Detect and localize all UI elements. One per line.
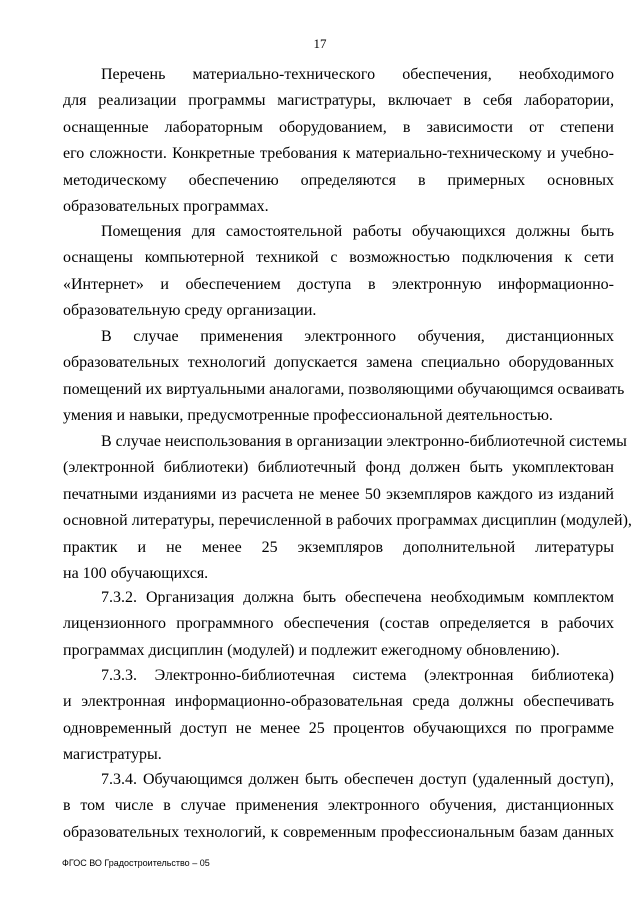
- text-line: «Интернет» и обеспечением доступа в электронную информационно-: [63, 275, 614, 293]
- text-line: образовательных технологий, к современным профессиональным базам данных: [63, 823, 614, 841]
- text-line: в том числе в случае применения электронного обучения, дистанционных: [63, 797, 614, 815]
- text-line: 7.3.3. Электронно-библиотечная система (электронная библиотека): [101, 667, 614, 684]
- paragraph-7-3-2: [63, 585, 614, 664]
- text-line: 7.3.4. Обучающимся должен быть обеспечен доступ (удаленный доступ),: [101, 771, 614, 788]
- paragraph-library-fund: [63, 429, 632, 587]
- text-line: умения и навыки, предусмотренные профессиональной деятельностью.: [63, 407, 553, 425]
- text-line: практик и не менее 25 экземпляров дополнительной литературы: [63, 538, 614, 556]
- text-line: одновременный доступ не менее 25 процентов обучающихся по программе: [63, 719, 614, 737]
- text-line: образовательную среду организации.: [63, 302, 317, 320]
- text-line: оснащенные лабораторным оборудованием, в зависимости от степени: [63, 118, 614, 136]
- text-line: 7.3.2. Организация должна быть обеспечена необходимым комплектом: [101, 589, 614, 606]
- text-line: печатными изданиями из расчета не менее 50 экземпляров каждого из изданий: [63, 485, 614, 503]
- text-line: его сложности. Конкретные требования к материально-техническому и учебно-: [63, 145, 614, 163]
- text-line: оснащены компьютерной техникой с возможностью подключения к сети: [63, 249, 614, 267]
- text-line: В случае применения электронного обучения, дистанционных: [101, 328, 614, 345]
- text-line: для реализации программы магистратуры, включает в себя лаборатории,: [63, 92, 614, 110]
- text-line: Помещения для самостоятельной работы обучающихся должны быть: [101, 223, 614, 240]
- paragraph-equipment-list: [63, 62, 614, 220]
- paragraph-e-learning: [63, 324, 625, 430]
- text-line: программах дисциплин (модулей) и подлежит ежегодному обновлению).: [63, 641, 560, 659]
- document-footer: ФГОС ВО Градостроительство – 05: [62, 858, 210, 868]
- text-line: и электронная информационно-образовательная среда должны обеспечивать: [63, 693, 614, 711]
- paragraph-self-study-rooms: [63, 219, 614, 325]
- text-line: (электронной библиотеки) библиотечный фонд должен быть укомплектован: [63, 459, 614, 477]
- text-line: Перечень материально-технического обеспечения, необходимого: [101, 66, 614, 83]
- page-number: 17: [313, 36, 327, 51]
- text-line: образовательных технологий допускается замена специально оборудованных: [63, 354, 614, 372]
- text-line: основной литературы, перечисленной в рабочих программах дисциплин (модулей),: [63, 512, 632, 530]
- paragraph-7-3-3: [63, 663, 614, 769]
- text-line: помещений их виртуальными аналогами, позволяющими обучающимся осваивать: [63, 380, 625, 398]
- text-line: магистратуры.: [63, 746, 162, 764]
- paragraph-7-3-4: [63, 767, 614, 846]
- text-line: на 100 обучающихся.: [63, 564, 209, 582]
- text-line: методическому обеспечению определяются в примерных основных: [63, 171, 614, 189]
- text-line: образовательных программах.: [63, 197, 269, 215]
- text-line: В случае неиспользования в организации электронно-библиотечной системы: [101, 433, 627, 450]
- text-line: лицензионного программного обеспечения (состав определяется в рабочих: [63, 615, 614, 633]
